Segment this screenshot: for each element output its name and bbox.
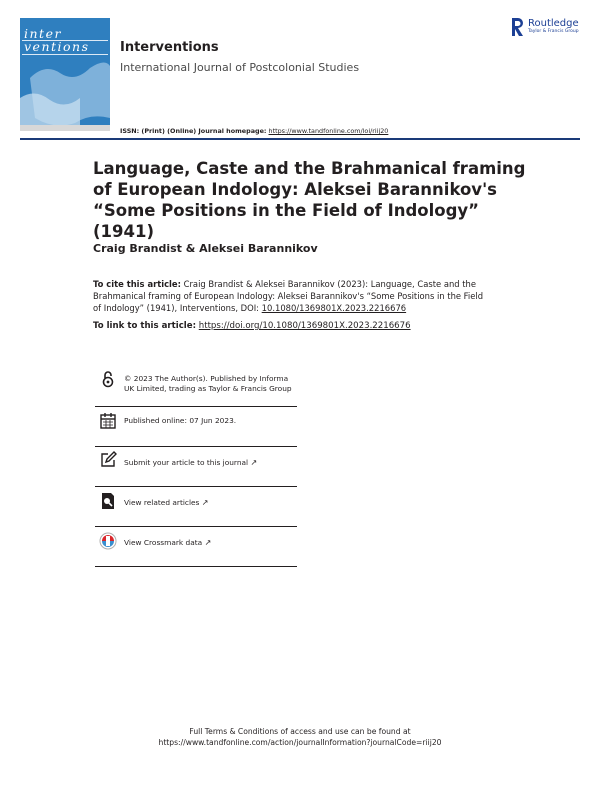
article-link-line [93,321,411,331]
article-title: Language, Caste and the Brahmanical framing of European Indology: Aleksei Barannikov's “Some Positions in the Field of Indology” (1941) [93,159,526,241]
crossmark-icon [99,532,117,550]
edit-icon [99,451,117,469]
journal-cover-image[interactable] [20,18,110,131]
citation-text: Craig Brandist & Aleksei Barannikov (2023): Language, Caste and the Brahmanical framing of European Indology: Aleksei Barannikov's “Some Positions in the Field of Indology” (1941), Interventions, DOI: [93,279,484,313]
related-articles-icon [99,492,117,510]
submit-article-text: Submit your article to this journal [124,458,249,467]
publisher-tagline: Taylor & Francis Group [528,29,579,34]
info-row-published [95,406,297,447]
calendar-icon [99,412,117,430]
journal-subtitle: International Journal of Postcolonial Studies [120,61,360,74]
license-text: © 2023 The Author(s). Published by Informa UK Limited, trading as Taylor & Francis Group [124,374,292,393]
issn-label: ISSN: (Print) (Online) Journal homepage: [120,127,267,135]
external-link-icon: ↗ [250,458,258,467]
info-row-license [95,366,297,407]
footer [0,726,600,748]
related-articles-label [124,498,208,508]
crossmark-link[interactable] [95,526,297,567]
external-link-icon: ↗ [204,538,212,547]
cover-rule [22,54,108,55]
journal-name: Interventions [120,40,219,55]
submit-article-label [124,458,257,468]
submit-article-link[interactable] [95,446,297,487]
publisher-logo[interactable] [510,16,590,38]
crossmark-label [124,538,211,548]
citation-block [93,278,493,314]
related-articles-text: View related articles [124,498,200,507]
crossmark-text: View Crossmark data [124,538,203,547]
citation-doi-link[interactable]: 10.1080/1369801X.2023.2216676 [261,303,407,313]
publisher-name: Routledge [528,18,579,29]
footer-terms-link[interactable]: https://www.tandfonline.com/action/journalInformation?journalCode=riij20 [158,738,442,747]
cover-title-line1: inter [24,26,62,41]
cover-title [24,27,90,53]
external-link-icon: ↗ [201,498,209,507]
journal-homepage-link[interactable]: https://www.tandfonline.com/loi/riij20 [268,127,389,135]
issn-line [120,127,388,135]
article-authors: Craig Brandist & Aleksei Barannikov [93,242,318,255]
open-access-icon [99,370,117,388]
related-articles-link[interactable] [95,486,297,527]
link-label: To link to this article: [93,321,197,331]
footer-terms-text: Full Terms & Conditions of access and use can be found at [189,727,411,736]
header-divider [20,138,580,140]
routledge-logo-icon [510,17,524,37]
article-doi-link[interactable]: https://doi.org/10.1080/1369801X.2023.2216676 [198,321,411,331]
citation-label: To cite this article: [93,279,181,289]
published-date-text: Published online: 07 Jun 2023. [124,416,237,425]
cover-title-line2: ventions [24,39,90,54]
cover-bottom-band [20,125,110,131]
